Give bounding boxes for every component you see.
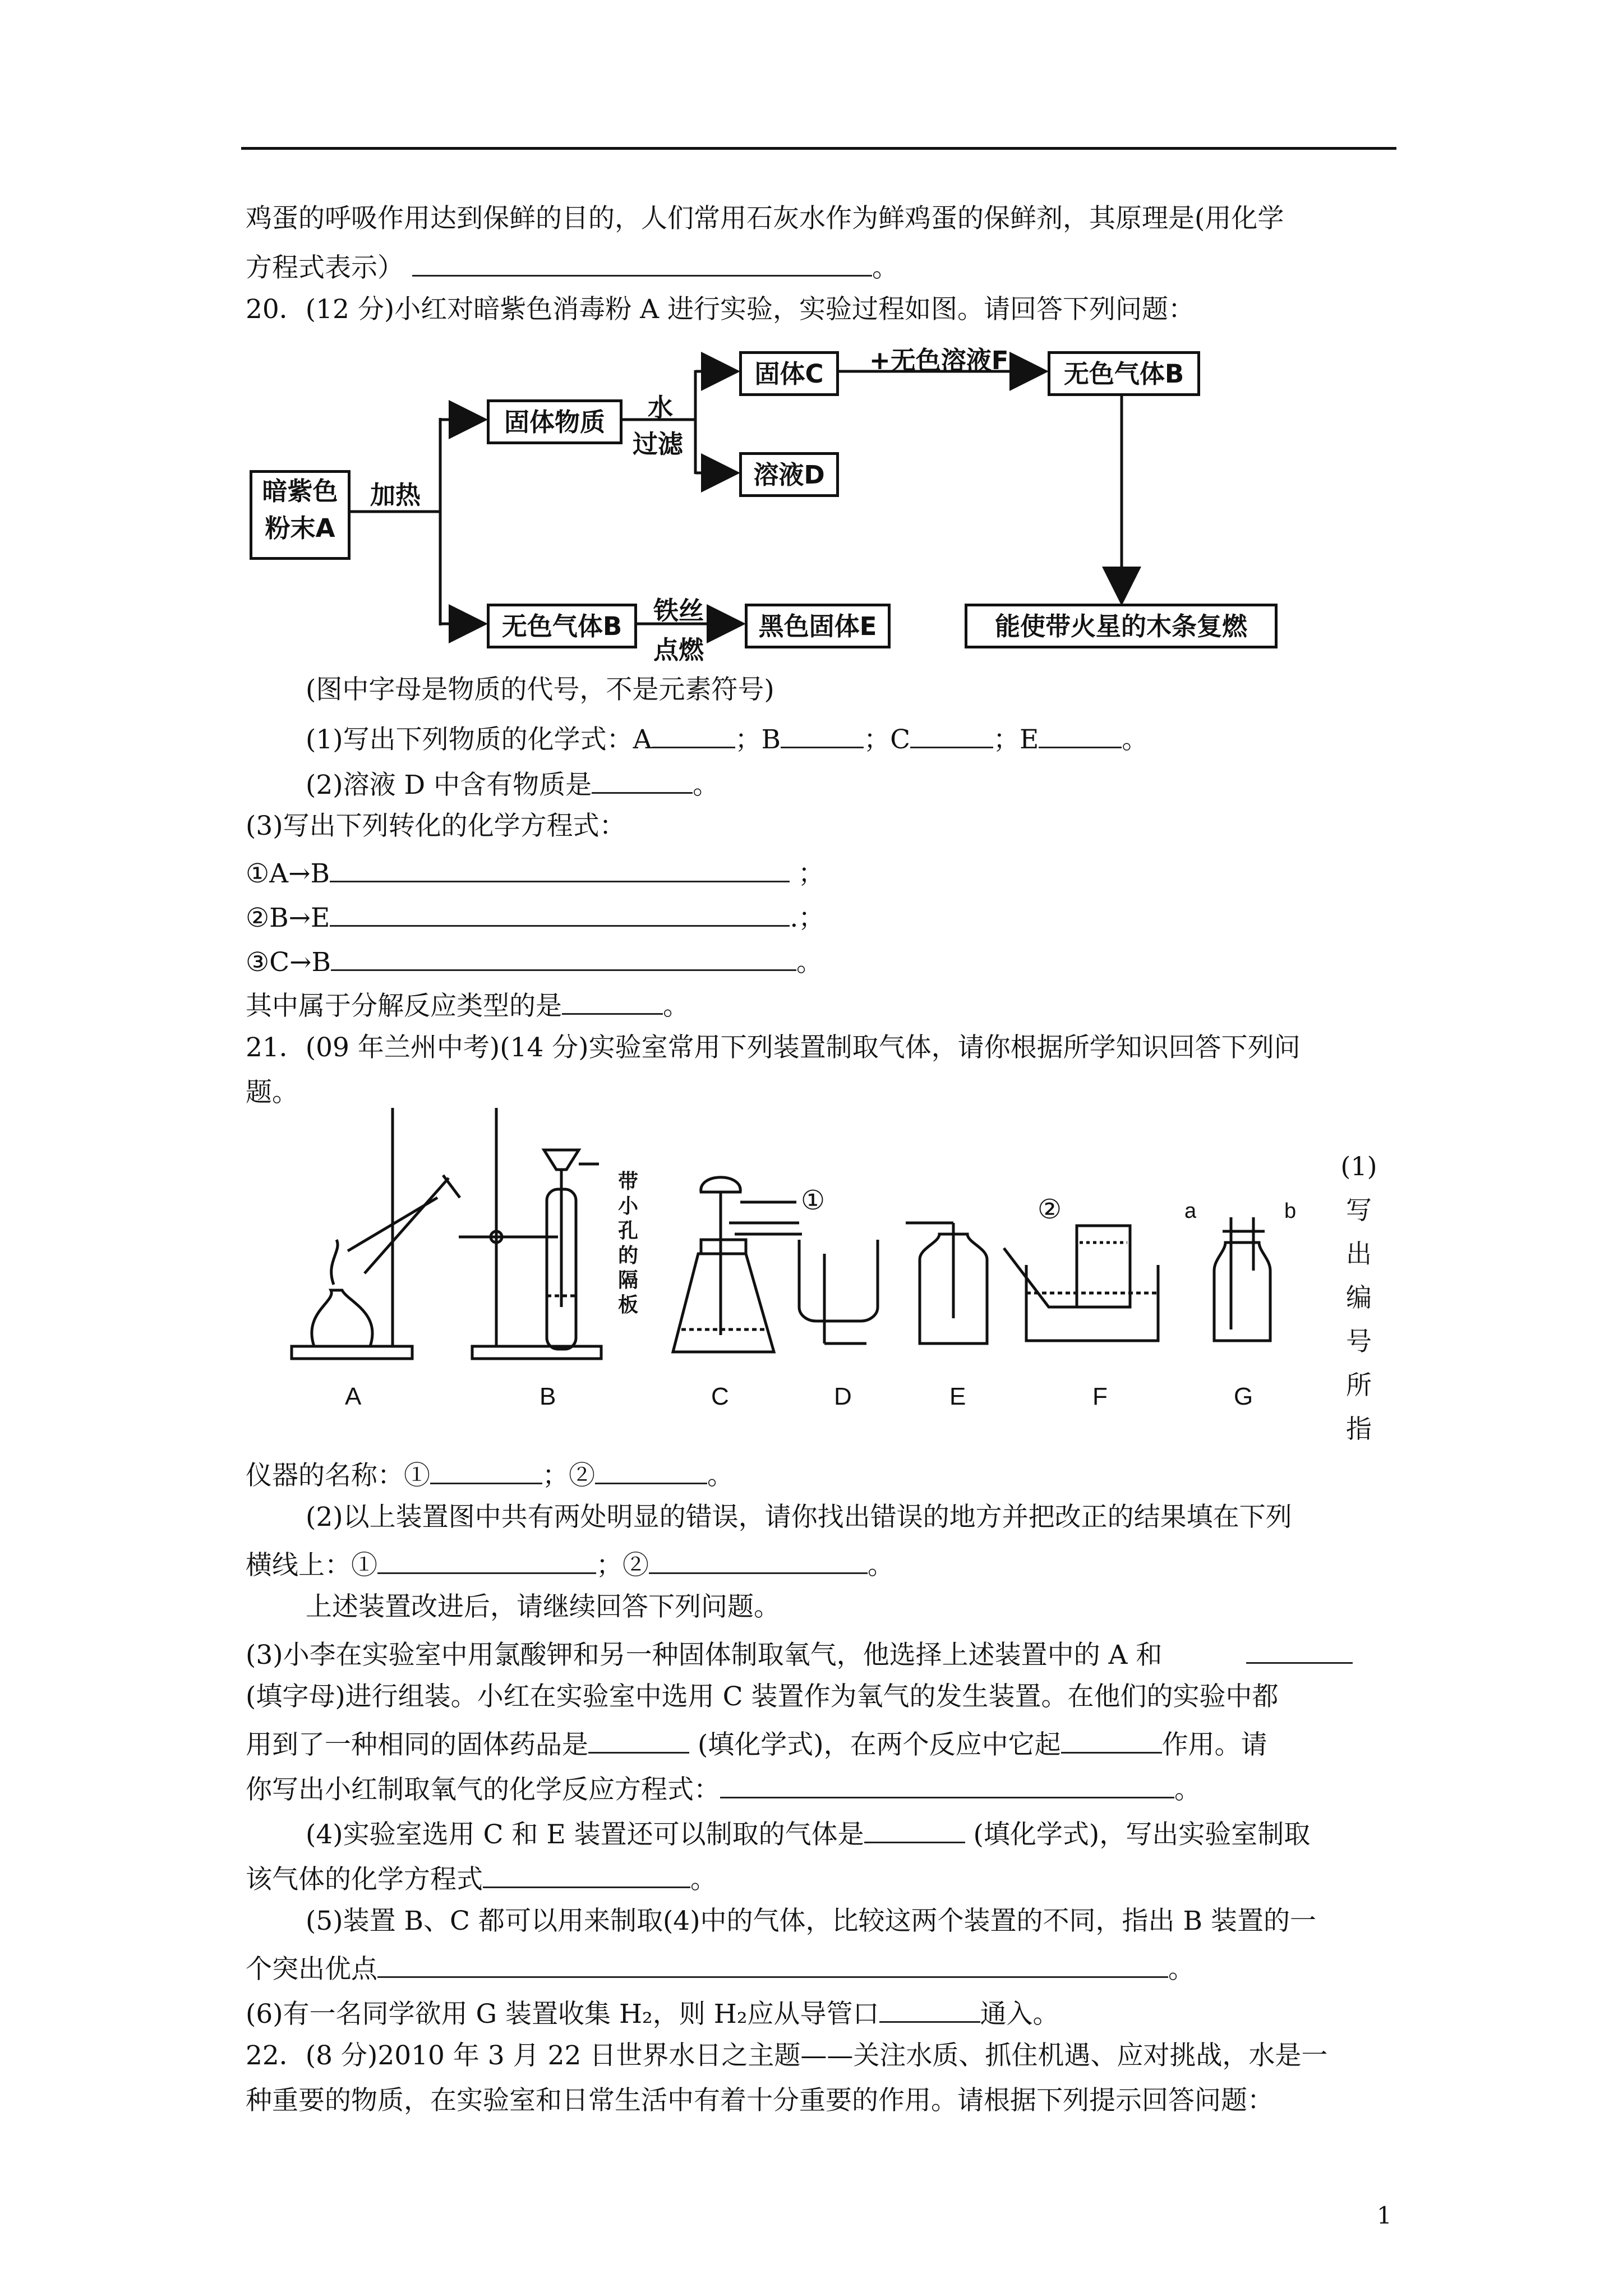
q20-eq3: ③C→B 。: [246, 942, 823, 979]
q20-intro: 20．(12 分)小红对暗紫色消毒粉 A 进行实验，实验过程如图。请回答下列问题：: [246, 294, 1195, 325]
q21-part3b: (填字母)进行组装。小红在实验室中选用 C 装置作为氧气的发生装置。在他们的实验中都: [246, 1681, 1279, 1712]
answer-blank-role[interactable]: [1061, 1725, 1162, 1754]
g-tube-a: a: [1184, 1199, 1197, 1223]
q21-side-text: (1) 写 出 编 号 所 指: [1340, 1151, 1377, 1444]
answer-blank-gas[interactable]: [864, 1815, 965, 1843]
label-ignite: 点燃: [653, 635, 704, 665]
q19-line1: 鸡蛋的呼吸作用达到保鲜的目的，人们常用石灰水作为鲜鸡蛋的保鲜剂，其原理是(用化学: [246, 203, 1284, 234]
apparatus-label-d: D: [834, 1383, 852, 1410]
label-water: 水: [648, 393, 674, 422]
q20-note: (图中字母是物质的代号，不是元素符号): [306, 674, 774, 705]
box-solid: 固体物质: [487, 399, 623, 444]
q21-part3c: 用到了一种相同的固体药品是 (填化学式)，在两个反应中它起 作用。请: [246, 1725, 1267, 1762]
box-solution-d: 溶液D: [739, 452, 839, 497]
answer-blank-tube[interactable]: [879, 1994, 980, 2023]
q22-line2: 种重要的物质，在实验室和日常生活中有着十分重要的作用。请根据下列提示回答问题：: [246, 2085, 1274, 2116]
answer-blank-device[interactable]: [1246, 1635, 1353, 1664]
answer-blank-equation[interactable]: [720, 1770, 1174, 1798]
page-number: 1: [1377, 2202, 1392, 2229]
label-plus-f: +无色溶液F: [869, 346, 1009, 375]
q21-part4b: 该气体的化学方程式 。: [246, 1860, 717, 1897]
q21-part1: 仪器的名称：① ；② 。: [246, 1456, 734, 1493]
q21-part2b: 横线上：① ；② 。: [246, 1545, 894, 1582]
q20-part1: (1)写出下列物质的化学式：A ；B ；C ；E 。: [306, 720, 1148, 757]
box-solid-c: 固体C: [739, 351, 839, 396]
label-heat: 加热: [370, 480, 421, 510]
q20-part3: (3)写出下列转化的化学方程式：: [246, 811, 626, 841]
q20-eq2: ②B→E .；: [246, 898, 824, 935]
q21-part3a: (3)小李在实验室中用氯酸钾和另一种固体制取氧气，他选择上述装置中的 A 和: [246, 1635, 1353, 1672]
answer-blank-instrument-1[interactable]: [430, 1456, 542, 1484]
answer-blank-instrument-2[interactable]: [595, 1456, 707, 1484]
apparatus-label-g: G: [1234, 1383, 1253, 1410]
apparatus-label-c: C: [711, 1383, 729, 1410]
q21-part3d: 你写出小红制取氧气的化学反应方程式： 。: [246, 1770, 1201, 1807]
box-gas-b-bottom: 无色气体B: [487, 604, 637, 648]
q21-after-note: 上述装置改进后，请继续回答下列问题。: [306, 1591, 780, 1622]
marker-1: ①: [801, 1186, 826, 1216]
box-purple-powder-a: 暗紫色 粉末A: [250, 470, 351, 560]
answer-blank-gas-equation[interactable]: [483, 1860, 690, 1888]
q21-intro-1: 21．(09 年兰州中考)(14 分)实验室常用下列装置制取气体，请你根据所学知识回答下列问: [246, 1032, 1301, 1063]
apparatus-label-f: F: [1092, 1383, 1108, 1410]
marker-2: ②: [1038, 1195, 1062, 1225]
q21-part5a: (5)装置 B、C 都可以用来制取(4)中的气体，比较这两个装置的不同，指出 B 装置的一: [306, 1906, 1316, 1936]
q21-part4a: (4)实验室选用 C 和 E 装置还可以制取的气体是 (填化学式)，写出实验室制取: [306, 1815, 1310, 1852]
b-partition-note: 带 小 孔 的 隔 板: [618, 1170, 639, 1317]
answer-blank-error-2[interactable]: [649, 1545, 868, 1574]
q21-part6: (6)有一名同学欲用 G 装置收集 H₂，则 H₂应从导管口 通入。: [246, 1994, 1059, 2031]
q19-line2: 方程式表示） 。: [246, 248, 898, 285]
answer-blank-advantage[interactable]: [377, 1949, 1168, 1978]
apparatus-label-e: E: [949, 1383, 966, 1410]
label-iron-wire: 铁丝: [653, 596, 704, 625]
q21-part2a: (2)以上装置图中共有两处明显的错误，请你找出错误的地方并把改正的结果填在下列: [306, 1502, 1292, 1533]
answer-blank-error-1[interactable]: [377, 1545, 596, 1574]
q22-line1: 22．(8 分)2010 年 3 月 22 日世界水日之主题——关注水质、抓住机遇、应对挑战，水是一: [246, 2040, 1328, 2071]
q21-part5b: 个突出优点 。: [246, 1949, 1195, 1986]
answer-blank-catalyst[interactable]: [588, 1725, 689, 1754]
q20-eq1: ①A→B ；: [246, 854, 824, 891]
apparatus-label-a: A: [345, 1383, 362, 1410]
box-relight-splint: 能使带火星的木条复燃: [965, 604, 1278, 648]
q20-part2: (2)溶液 D 中含有物质是 。: [306, 765, 719, 802]
q21-intro-2: 题。: [246, 1077, 298, 1108]
box-black-solid-e: 黑色固体E: [745, 604, 891, 648]
g-tube-b: b: [1284, 1199, 1297, 1223]
q20-decomposition: 其中属于分解反应类型的是 。: [246, 986, 689, 1023]
label-filter: 过滤: [633, 429, 684, 459]
apparatus-label-b: B: [540, 1383, 556, 1410]
box-gas-b-top: 无色气体B: [1048, 351, 1200, 396]
